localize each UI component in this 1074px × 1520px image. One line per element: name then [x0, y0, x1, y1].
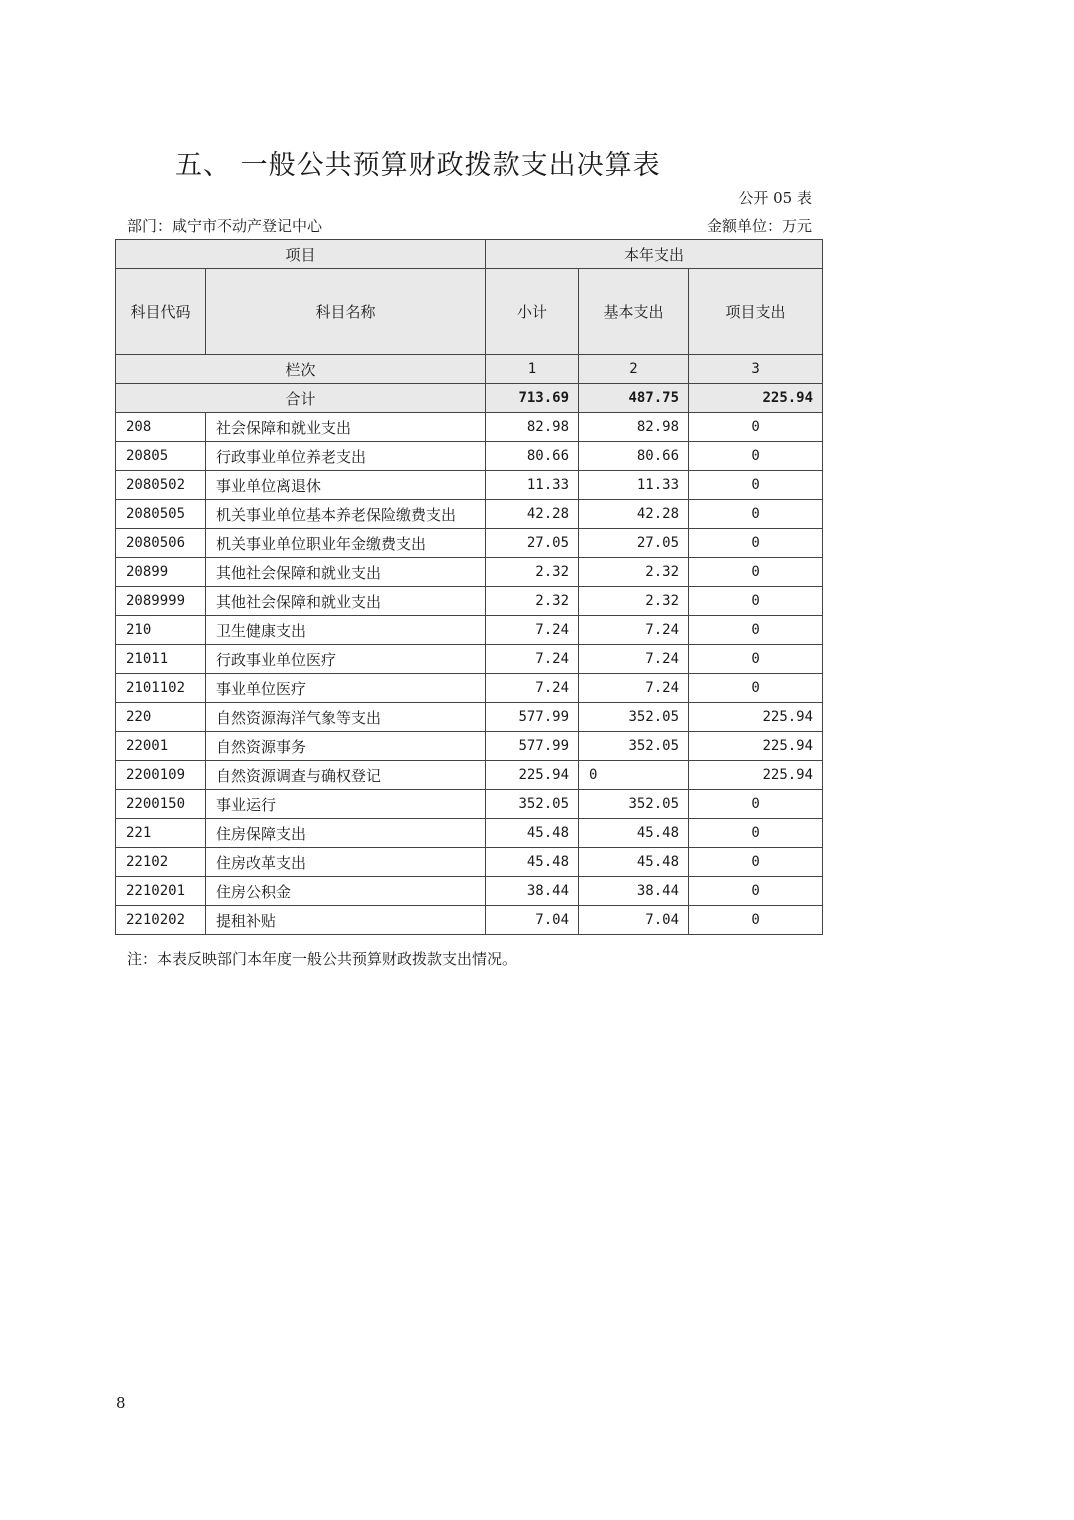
table-row [116, 761, 823, 790]
header-subtotal: 小计 [486, 269, 579, 355]
row-subtotal: 2.32 [486, 558, 579, 587]
row-project: 225.94 [689, 761, 823, 790]
row-project: 0 [689, 674, 823, 703]
row-basic: 82.98 [579, 413, 689, 442]
row-name: 卫生健康支出 [206, 616, 486, 645]
table-row [116, 558, 823, 587]
header-code: 科目代码 [116, 269, 206, 355]
total-label: 合计 [116, 384, 486, 413]
row-project: 0 [689, 471, 823, 500]
row-subtotal: 45.48 [486, 819, 579, 848]
table-row [116, 790, 823, 819]
row-name: 自然资源调查与确权登记 [206, 761, 486, 790]
row-code: 208 [116, 413, 206, 442]
row-code: 2080505 [116, 500, 206, 529]
row-code: 22102 [116, 848, 206, 877]
row-project: 0 [689, 558, 823, 587]
amount-unit-label: 金额单位：万元 [706, 217, 812, 235]
column-number-2: 2 [579, 355, 689, 384]
row-code: 2101102 [116, 674, 206, 703]
row-basic: 38.44 [579, 877, 689, 906]
row-code: 2089999 [116, 587, 206, 616]
header-name: 科目名称 [206, 269, 486, 355]
row-subtotal: 45.48 [486, 848, 579, 877]
row-subtotal: 80.66 [486, 442, 579, 471]
row-name: 提租补贴 [206, 906, 486, 935]
row-name: 其他社会保障和就业支出 [206, 587, 486, 616]
row-basic: 45.48 [579, 848, 689, 877]
row-code: 21011 [116, 645, 206, 674]
row-project: 0 [689, 500, 823, 529]
row-subtotal: 82.98 [486, 413, 579, 442]
row-project: 0 [689, 877, 823, 906]
row-name: 事业单位医疗 [206, 674, 486, 703]
row-basic: 7.24 [579, 645, 689, 674]
row-basic: 2.32 [579, 587, 689, 616]
row-subtotal: 2.32 [486, 587, 579, 616]
total-subtotal: 713.69 [486, 384, 579, 413]
row-project: 0 [689, 848, 823, 877]
page-title: 五、 一般公共预算财政拨款支出决算表 [175, 150, 661, 181]
row-code: 20899 [116, 558, 206, 587]
table-row [116, 906, 823, 935]
total-project: 225.94 [689, 384, 823, 413]
row-code: 2210202 [116, 906, 206, 935]
row-basic: 7.24 [579, 616, 689, 645]
header-basic: 基本支出 [579, 269, 689, 355]
row-code: 210 [116, 616, 206, 645]
column-number-1: 1 [486, 355, 579, 384]
table-row [116, 442, 823, 471]
expenditure-table [115, 239, 823, 935]
row-project: 0 [689, 442, 823, 471]
table-row [116, 413, 823, 442]
column-number-3: 3 [689, 355, 823, 384]
row-name: 事业单位离退休 [206, 471, 486, 500]
row-name: 自然资源海洋气象等支出 [206, 703, 486, 732]
row-name: 事业运行 [206, 790, 486, 819]
row-basic: 352.05 [579, 703, 689, 732]
row-name: 行政事业单位医疗 [206, 645, 486, 674]
table-row [116, 587, 823, 616]
row-code: 2200109 [116, 761, 206, 790]
row-project: 0 [689, 529, 823, 558]
row-name: 机关事业单位基本养老保险缴费支出 [206, 500, 486, 529]
row-project: 0 [689, 819, 823, 848]
row-name: 其他社会保障和就业支出 [206, 558, 486, 587]
row-basic: 0 [579, 761, 689, 790]
table-row [116, 877, 823, 906]
row-code: 2080502 [116, 471, 206, 500]
row-basic: 7.04 [579, 906, 689, 935]
row-subtotal: 352.05 [486, 790, 579, 819]
row-subtotal: 42.28 [486, 500, 579, 529]
row-project: 0 [689, 587, 823, 616]
row-basic: 80.66 [579, 442, 689, 471]
department-label: 部门：咸宁市不动产登记中心 [127, 217, 323, 235]
column-number-label: 栏次 [116, 355, 486, 384]
row-name: 住房公积金 [206, 877, 486, 906]
row-subtotal: 577.99 [486, 703, 579, 732]
row-subtotal: 38.44 [486, 877, 579, 906]
row-project: 0 [689, 645, 823, 674]
row-project: 0 [689, 790, 823, 819]
table-row [116, 645, 823, 674]
row-subtotal: 7.24 [486, 645, 579, 674]
table-row [116, 500, 823, 529]
row-name: 自然资源事务 [206, 732, 486, 761]
table-row [116, 674, 823, 703]
row-name: 行政事业单位养老支出 [206, 442, 486, 471]
row-code: 220 [116, 703, 206, 732]
table-row [116, 732, 823, 761]
row-project: 225.94 [689, 703, 823, 732]
row-basic: 42.28 [579, 500, 689, 529]
row-name: 机关事业单位职业年金缴费支出 [206, 529, 486, 558]
header-project-exp: 项目支出 [689, 269, 823, 355]
row-basic: 11.33 [579, 471, 689, 500]
row-name: 住房保障支出 [206, 819, 486, 848]
row-code: 2210201 [116, 877, 206, 906]
row-project: 225.94 [689, 732, 823, 761]
row-basic: 352.05 [579, 732, 689, 761]
row-name: 社会保障和就业支出 [206, 413, 486, 442]
row-code: 2200150 [116, 790, 206, 819]
table-row [116, 848, 823, 877]
row-project: 0 [689, 616, 823, 645]
table-row [116, 616, 823, 645]
row-code: 22001 [116, 732, 206, 761]
row-basic: 2.32 [579, 558, 689, 587]
row-project: 0 [689, 906, 823, 935]
row-basic: 352.05 [579, 790, 689, 819]
row-subtotal: 577.99 [486, 732, 579, 761]
table-row [116, 529, 823, 558]
table-row [116, 819, 823, 848]
table-row [116, 471, 823, 500]
row-project: 0 [689, 413, 823, 442]
row-subtotal: 27.05 [486, 529, 579, 558]
form-code: 公开 05 表 [738, 189, 812, 207]
row-subtotal: 7.24 [486, 674, 579, 703]
row-subtotal: 7.24 [486, 616, 579, 645]
total-basic: 487.75 [579, 384, 689, 413]
row-subtotal: 7.04 [486, 906, 579, 935]
table-row [116, 703, 823, 732]
row-subtotal: 225.94 [486, 761, 579, 790]
row-name: 住房改革支出 [206, 848, 486, 877]
page-number: 8 [116, 1394, 126, 1412]
row-basic: 7.24 [579, 674, 689, 703]
header-project: 项目 [116, 240, 486, 269]
header-current-year: 本年支出 [486, 240, 823, 269]
row-basic: 27.05 [579, 529, 689, 558]
row-code: 20805 [116, 442, 206, 471]
row-code: 2080506 [116, 529, 206, 558]
row-basic: 45.48 [579, 819, 689, 848]
table-note: 注：本表反映部门本年度一般公共预算财政拨款支出情况。 [127, 950, 518, 968]
row-subtotal: 11.33 [486, 471, 579, 500]
row-code: 221 [116, 819, 206, 848]
